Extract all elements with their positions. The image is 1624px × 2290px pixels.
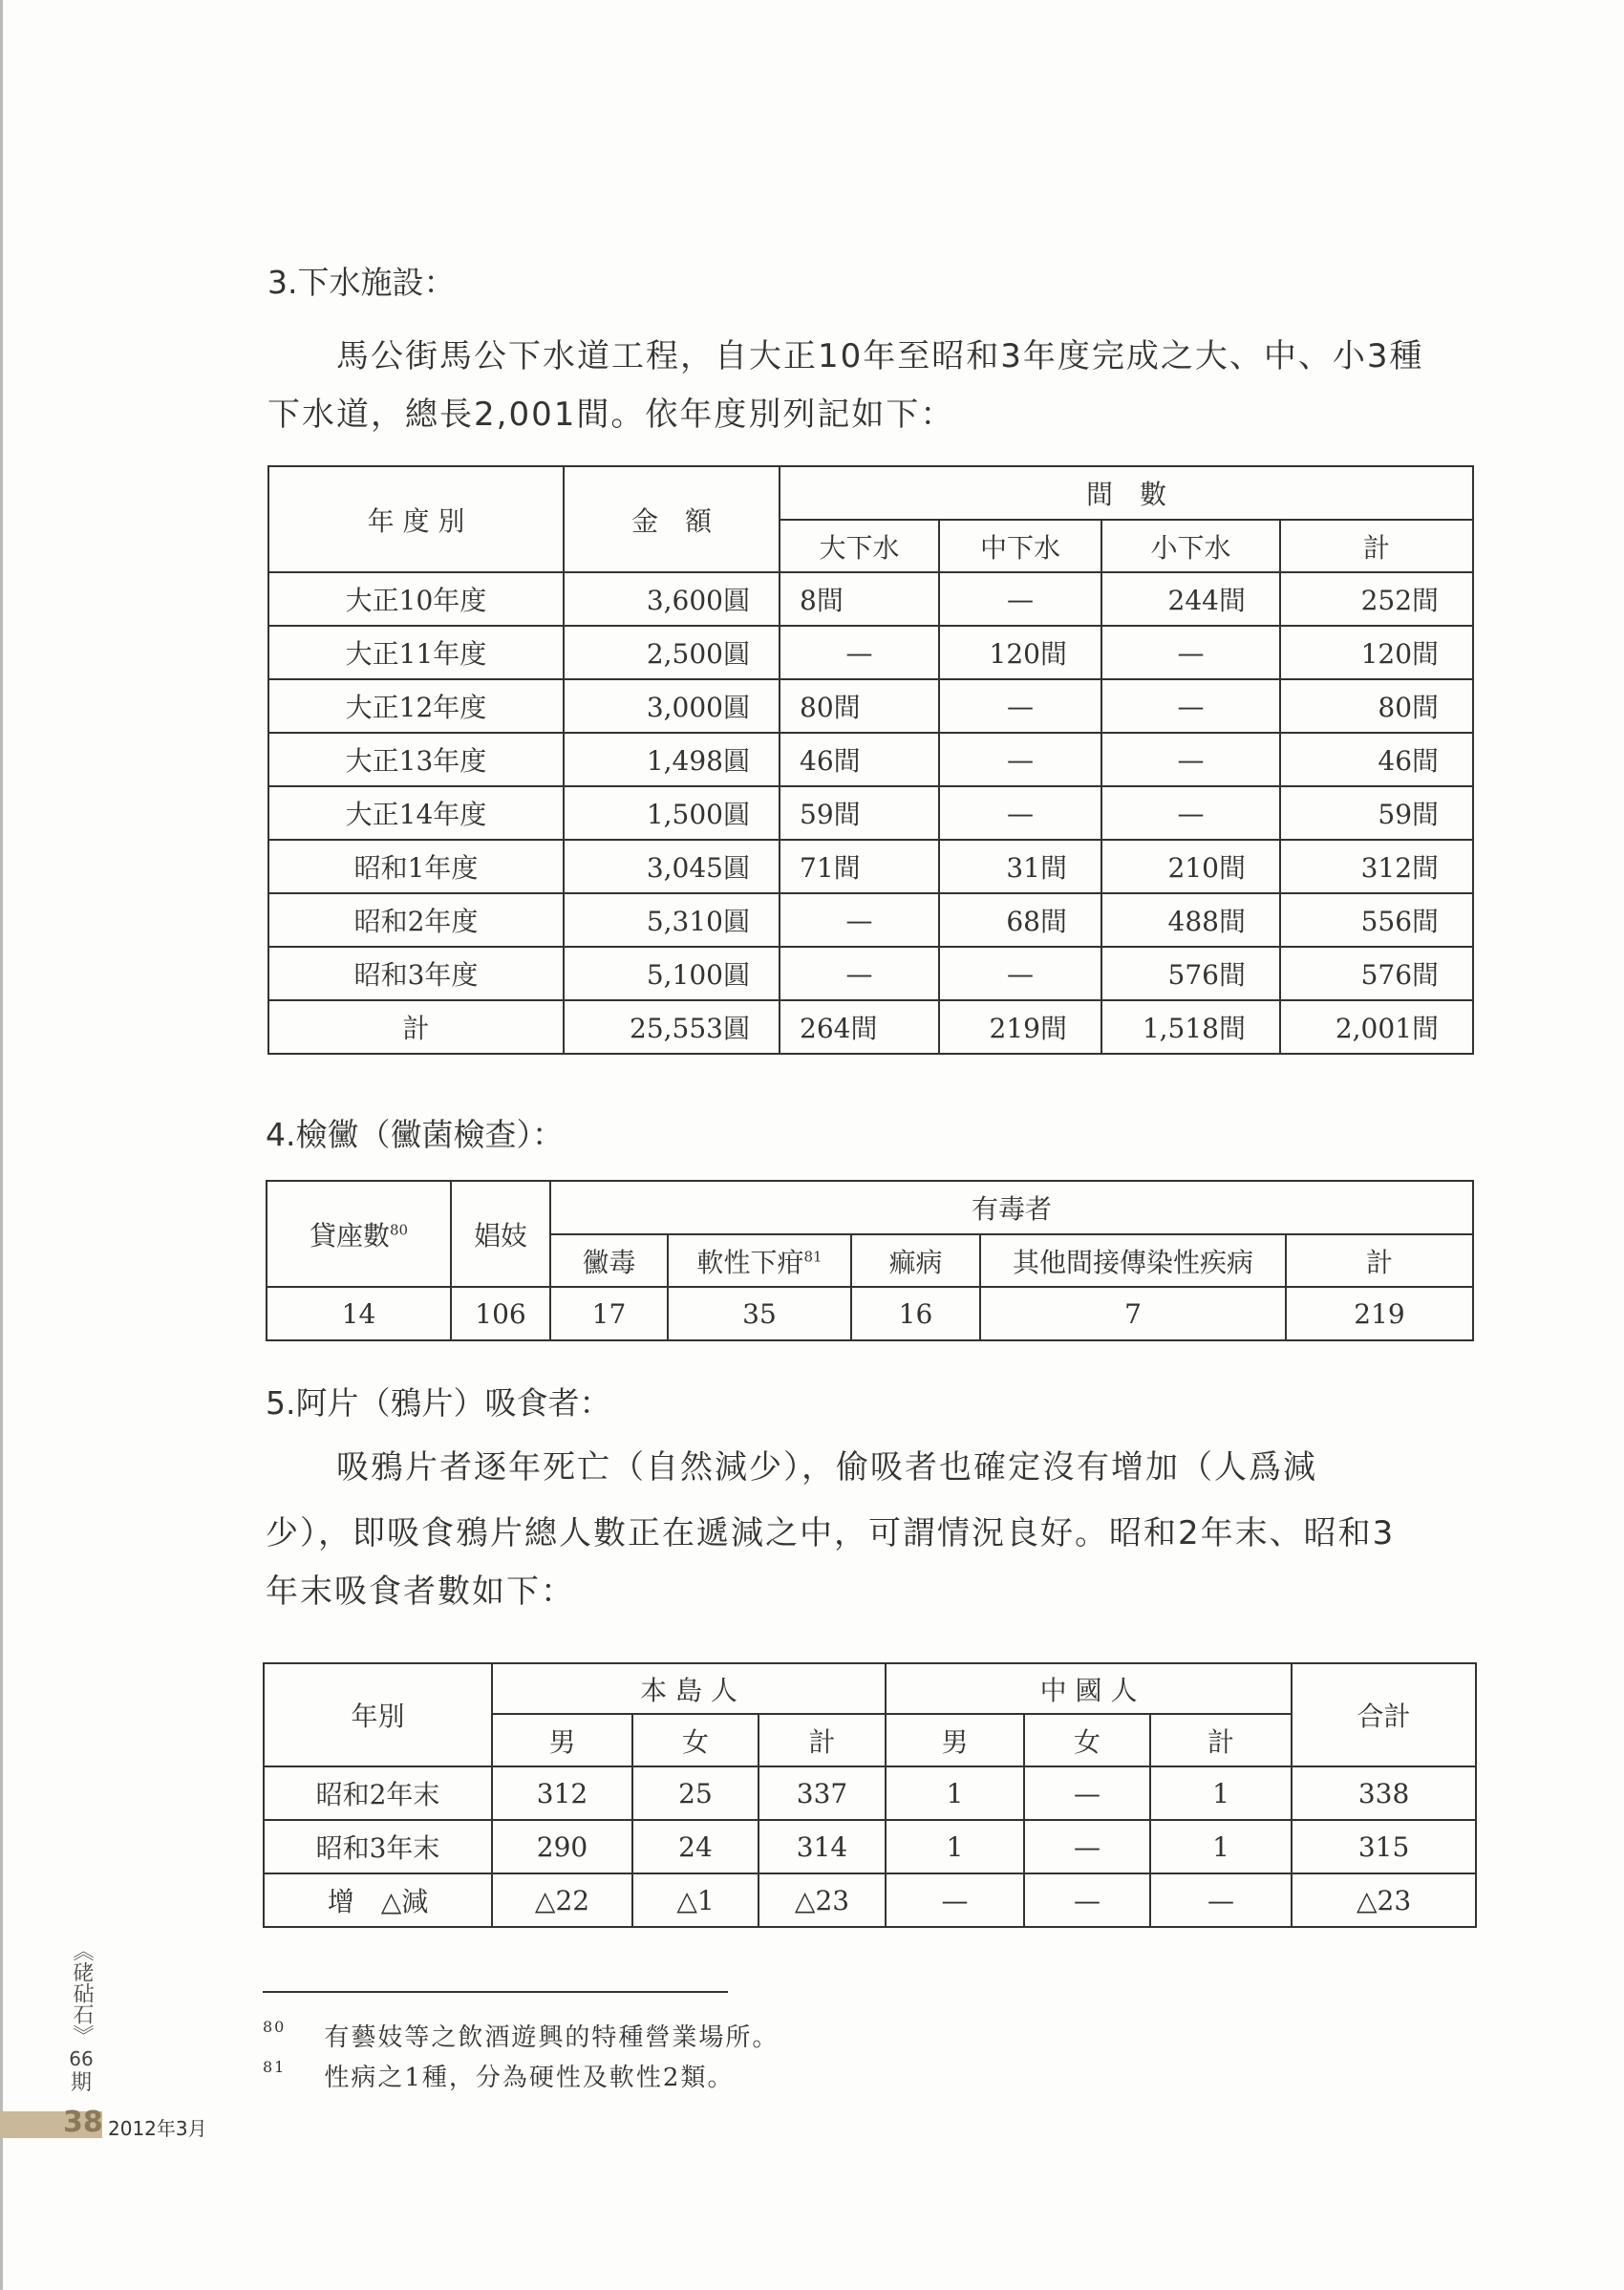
subheader-cell: 大下水 <box>780 520 939 572</box>
table-cell: 17 <box>550 1287 668 1340</box>
table-cell: △23 <box>759 1873 886 1927</box>
table-cell: 昭和3年度 <box>268 947 564 1000</box>
header-chinese: 中 國 人 <box>886 1663 1292 1714</box>
table-cell: 24 <box>632 1820 759 1873</box>
table-cell: 2,500圓 <box>564 626 780 679</box>
table-cell: 337 <box>759 1766 886 1820</box>
section3-para-line: 下水道，總長2,001間。依年度別列記如下： <box>267 396 955 434</box>
subheader-label: 軟性下疳 <box>696 1246 804 1278</box>
table-cell: — <box>780 947 939 1000</box>
opium-table <box>263 1662 1477 1928</box>
subheader-cell: 小下水 <box>1101 520 1280 572</box>
table-cell: 昭和1年度 <box>268 840 564 893</box>
table-cell: 80間 <box>780 679 939 733</box>
header-prostitutes: 娼妓 <box>451 1181 550 1287</box>
table-cell: 46間 <box>780 733 939 786</box>
section5-para-line: 少），即吸食鴉片總人數正在遞減之中，可謂情況良好。昭和2年末、昭和3 <box>266 1514 1396 1552</box>
table-row <box>268 840 1473 893</box>
table-cell: — <box>939 572 1101 626</box>
table-row <box>267 1287 1473 1340</box>
header-amount: 金 額 <box>564 466 780 572</box>
sewer-table <box>267 465 1474 1055</box>
table-row <box>268 947 1473 1000</box>
table-row <box>268 733 1473 786</box>
issue-number: 66 <box>69 2047 94 2070</box>
table-cell: 25 <box>632 1766 759 1820</box>
header-count: 間 數 <box>780 466 1473 520</box>
table-cell: 昭和2年度 <box>268 893 564 947</box>
table-cell: 31間 <box>939 840 1101 893</box>
header-infected: 有毒者 <box>550 1181 1473 1234</box>
header-total: 合計 <box>1292 1663 1476 1766</box>
table-cell: — <box>1101 786 1280 840</box>
footnote-text: 性病之1種，分為硬性及軟性2類。 <box>324 2064 735 2092</box>
table-cell: 1,498圓 <box>564 733 780 786</box>
table-cell: 2,001間 <box>1280 1000 1473 1054</box>
table-cell: — <box>939 679 1101 733</box>
table-cell: 大正12年度 <box>268 679 564 733</box>
table-row <box>268 572 1473 626</box>
header-year: 年 度 別 <box>268 466 564 572</box>
table-row <box>268 786 1473 840</box>
table-cell: 1,500圓 <box>564 786 780 840</box>
section3-heading: 3.下水施設： <box>267 264 456 301</box>
table-cell: 106 <box>451 1287 550 1340</box>
table-cell: △23 <box>1292 1873 1476 1927</box>
table-cell: 46間 <box>1280 733 1473 786</box>
table-cell: 5,100圓 <box>564 947 780 1000</box>
table-cell: 219間 <box>939 1000 1101 1054</box>
footnote-number: 81 <box>263 2058 287 2076</box>
issue-suffix: 期 <box>70 2071 92 2095</box>
table-cell: 14 <box>267 1287 451 1340</box>
table-cell: 312 <box>492 1766 632 1820</box>
table-cell: 488間 <box>1101 893 1280 947</box>
section3-para-line: 馬公街馬公下水道工程，自大正10年至昭和3年度完成之大、中、小3種 <box>336 337 1424 375</box>
section5-para-line: 年末吸食者數如下： <box>266 1573 575 1611</box>
subheader-cell: 計 <box>759 1714 886 1766</box>
table-cell: 290 <box>492 1820 632 1873</box>
table-cell: 71間 <box>780 840 939 893</box>
section5-para-line: 吸鴉片者逐年死亡（自然減少），偷吸者也確定沒有增加（人爲減 <box>336 1448 1317 1487</box>
subheader-cell: 中下水 <box>939 520 1101 572</box>
table-cell: — <box>939 786 1101 840</box>
table-cell: 3,045圓 <box>564 840 780 893</box>
table-cell: — <box>886 1873 1024 1927</box>
table-cell: — <box>1101 733 1280 786</box>
table-cell: 576間 <box>1101 947 1280 1000</box>
table-cell: 1 <box>1150 1820 1292 1873</box>
table-cell: — <box>1101 679 1280 733</box>
table-cell: 增 △減 <box>264 1873 492 1927</box>
table-cell: — <box>1024 1873 1150 1927</box>
header-seats-label: 貸座數 <box>309 1219 390 1252</box>
table-cell: 3,000圓 <box>564 679 780 733</box>
page-edge <box>0 0 3 2290</box>
table-cell: 5,310圓 <box>564 893 780 947</box>
section5-heading: 5.阿片（鴉片）吸食者： <box>266 1384 611 1422</box>
footnote-number: 80 <box>263 2018 287 2036</box>
table-cell: 大正13年度 <box>268 733 564 786</box>
table-cell: 25,553圓 <box>564 1000 780 1054</box>
table-cell: — <box>1024 1820 1150 1873</box>
table-row <box>268 626 1473 679</box>
subheader-cell: 女 <box>632 1714 759 1766</box>
subheader-cell <box>668 1234 851 1287</box>
table-cell: 59間 <box>1280 786 1473 840</box>
header-year: 年別 <box>264 1663 492 1766</box>
table-cell: — <box>780 626 939 679</box>
table-cell: 315 <box>1292 1820 1476 1873</box>
table-cell: 大正14年度 <box>268 786 564 840</box>
subheader-cell: 其他間接傳染性疾病 <box>980 1234 1286 1287</box>
section4-heading: 4.檢黴（黴菌檢查）： <box>266 1116 564 1153</box>
subheader-cell: 黴毒 <box>550 1234 668 1287</box>
footnote-ref: 81 <box>803 1248 823 1266</box>
table-cell: 大正10年度 <box>268 572 564 626</box>
table-row <box>264 1766 1476 1820</box>
table-cell: 1,518間 <box>1101 1000 1280 1054</box>
table-cell: 244間 <box>1101 572 1280 626</box>
subheader-cell: 痲病 <box>851 1234 980 1287</box>
table-cell: 35 <box>668 1287 851 1340</box>
table-cell: 7 <box>980 1287 1286 1340</box>
table-cell: △22 <box>492 1873 632 1927</box>
footnote-text: 有藝妓等之飲酒遊興的特種營業場所。 <box>324 2023 780 2052</box>
table-cell: 576間 <box>1280 947 1473 1000</box>
table-cell: — <box>780 893 939 947</box>
table-cell: — <box>939 947 1101 1000</box>
table-cell: 314 <box>759 1820 886 1873</box>
subheader-cell: 女 <box>1024 1714 1150 1766</box>
journal-title-vertical <box>67 1939 96 2096</box>
footnote <box>263 2018 779 2053</box>
table-cell: 120間 <box>1280 626 1473 679</box>
table-cell: △1 <box>632 1873 759 1927</box>
subheader-cell: 計 <box>1150 1714 1292 1766</box>
issue-date: 2012年3月 <box>108 2117 207 2140</box>
header-seats <box>267 1181 451 1287</box>
table-cell: 312間 <box>1280 840 1473 893</box>
journal-title: 《硓砧石》 <box>70 1940 94 2045</box>
table-cell: 計 <box>268 1000 564 1054</box>
footnote-ref: 80 <box>389 1221 409 1239</box>
table-cell: — <box>1024 1766 1150 1820</box>
table-cell: 16 <box>851 1287 980 1340</box>
table-row <box>268 1000 1473 1054</box>
footnote <box>263 2058 734 2093</box>
subheader-cell: 男 <box>492 1714 632 1766</box>
table-cell: 68間 <box>939 893 1101 947</box>
table-cell: 1 <box>886 1820 1024 1873</box>
table-cell: 264間 <box>780 1000 939 1054</box>
table-cell: 1 <box>1150 1766 1292 1820</box>
table-row <box>264 1873 1476 1927</box>
header-taiwanese: 本 島 人 <box>492 1663 886 1714</box>
table-row <box>264 1820 1476 1873</box>
table-cell: 252間 <box>1280 572 1473 626</box>
table-row <box>268 893 1473 947</box>
table-cell: — <box>939 733 1101 786</box>
table-row <box>268 679 1473 733</box>
subheader-cell: 計 <box>1280 520 1473 572</box>
table-cell: 120間 <box>939 626 1101 679</box>
table-cell: 昭和3年末 <box>264 1820 492 1873</box>
subheader-cell: 計 <box>1286 1234 1473 1287</box>
table-cell: 219 <box>1286 1287 1473 1340</box>
table-cell: 80間 <box>1280 679 1473 733</box>
table-cell: 338 <box>1292 1766 1476 1820</box>
table-cell: — <box>1150 1873 1292 1927</box>
table-cell: 556間 <box>1280 893 1473 947</box>
inspection-table <box>266 1180 1474 1341</box>
page-number: 38 <box>63 2106 103 2139</box>
footnote-divider <box>263 1991 728 1993</box>
table-cell: 8間 <box>780 572 939 626</box>
table-cell: 3,600圓 <box>564 572 780 626</box>
table-cell: 1 <box>886 1766 1024 1820</box>
table-cell: 昭和2年末 <box>264 1766 492 1820</box>
table-cell: 59間 <box>780 786 939 840</box>
table-cell: — <box>1101 626 1280 679</box>
subheader-cell: 男 <box>886 1714 1024 1766</box>
table-cell: 210間 <box>1101 840 1280 893</box>
table-cell: 大正11年度 <box>268 626 564 679</box>
